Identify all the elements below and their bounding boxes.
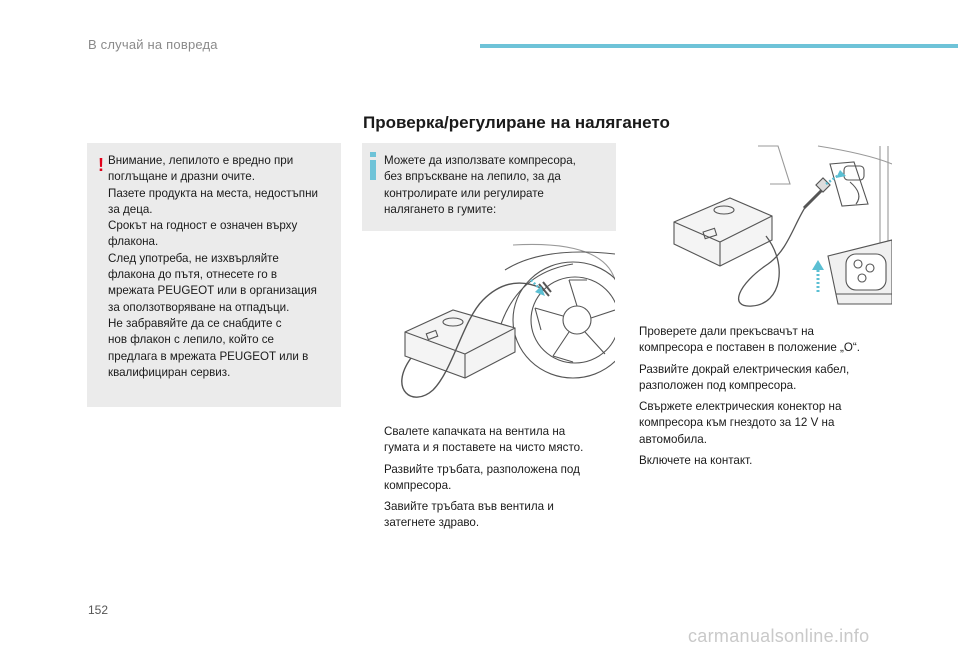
watermark-link[interactable]: carmanualsonline.info [688,626,870,646]
step-line: разположен под компресора. [639,378,797,392]
step-line: Проверете дали прекъсвачът на [639,325,814,338]
warning-line: поглъщане и дразни очите. [108,170,255,184]
warning-line: мрежата PEUGEOT или в организация [108,284,317,298]
info-box [362,143,616,231]
info-icon [369,152,377,180]
warning-line: Срокът на годност е означен върху [108,219,298,233]
warning-icon: ! [98,155,104,175]
step-line: Свалете капачката на вентила на [384,425,566,438]
step-line: компресора. [384,478,452,492]
step-item [363,462,613,495]
step-line: гумата и я поставете на чисто място. [384,441,584,455]
warning-line: предлага в мрежата PEUGEOT или в [108,349,309,363]
warning-line: Внимание, лепилото е вредно при [108,154,294,167]
compressor-tyre-illustration [393,240,615,408]
step-item [618,324,898,357]
step-line: Развийте докрай електрическия кабел, [639,362,850,376]
step-line: затегнете здраво. [384,516,480,530]
warning-line: квалифициран сервиз. [108,365,231,379]
info-line: налягането в гумите: [384,202,497,216]
info-line: контролирате или регулирате [384,186,544,200]
step-item [363,424,613,457]
info-text [384,153,576,218]
step-line: Завийте тръбата във вентила и [384,500,554,514]
steps-right [618,324,898,474]
step-line: Свържете електрическия конектор на [639,400,842,414]
warning-line: флакона до пътя, отнесете го в [108,268,278,282]
step-line: Развийте тръбата, разположена под [384,462,580,476]
step-item [618,399,898,448]
warning-text [108,153,338,381]
header-accent-bar [480,44,958,48]
warning-line: нов флакон с лепило, който се [108,333,274,347]
section-title: Проверка/регулиране на налягането [363,113,670,132]
step-line: компресора е поставен в положение „O“. [639,341,860,355]
step-line: компресора към гнездото за 12 V на [639,416,835,430]
compressor-socket-illustration [618,144,892,320]
steps-left [363,424,613,537]
step-line: Включете на контакт. [639,454,753,468]
page-number: 152 [88,603,109,617]
step-line: автомобила. [639,432,707,446]
step-item [618,362,898,395]
step-item [363,499,613,532]
warning-line: за оползотворяване на отпадъци. [108,300,290,314]
warning-line: След употреба, не изхвърляйте [108,251,279,265]
warning-line: за деца. [108,202,153,216]
warning-line: Пазете продукта на места, недостъпни [108,186,318,200]
warning-line: флакона. [108,235,159,249]
warning-box [87,143,341,407]
info-line: Можете да използвате компресора, [384,154,576,167]
warning-line: Не забравяйте да се снабдите с [108,316,282,330]
step-item [618,453,898,469]
running-header: В случай на повреда [88,37,218,52]
info-line: без впръскване на лепило, за да [384,170,561,184]
